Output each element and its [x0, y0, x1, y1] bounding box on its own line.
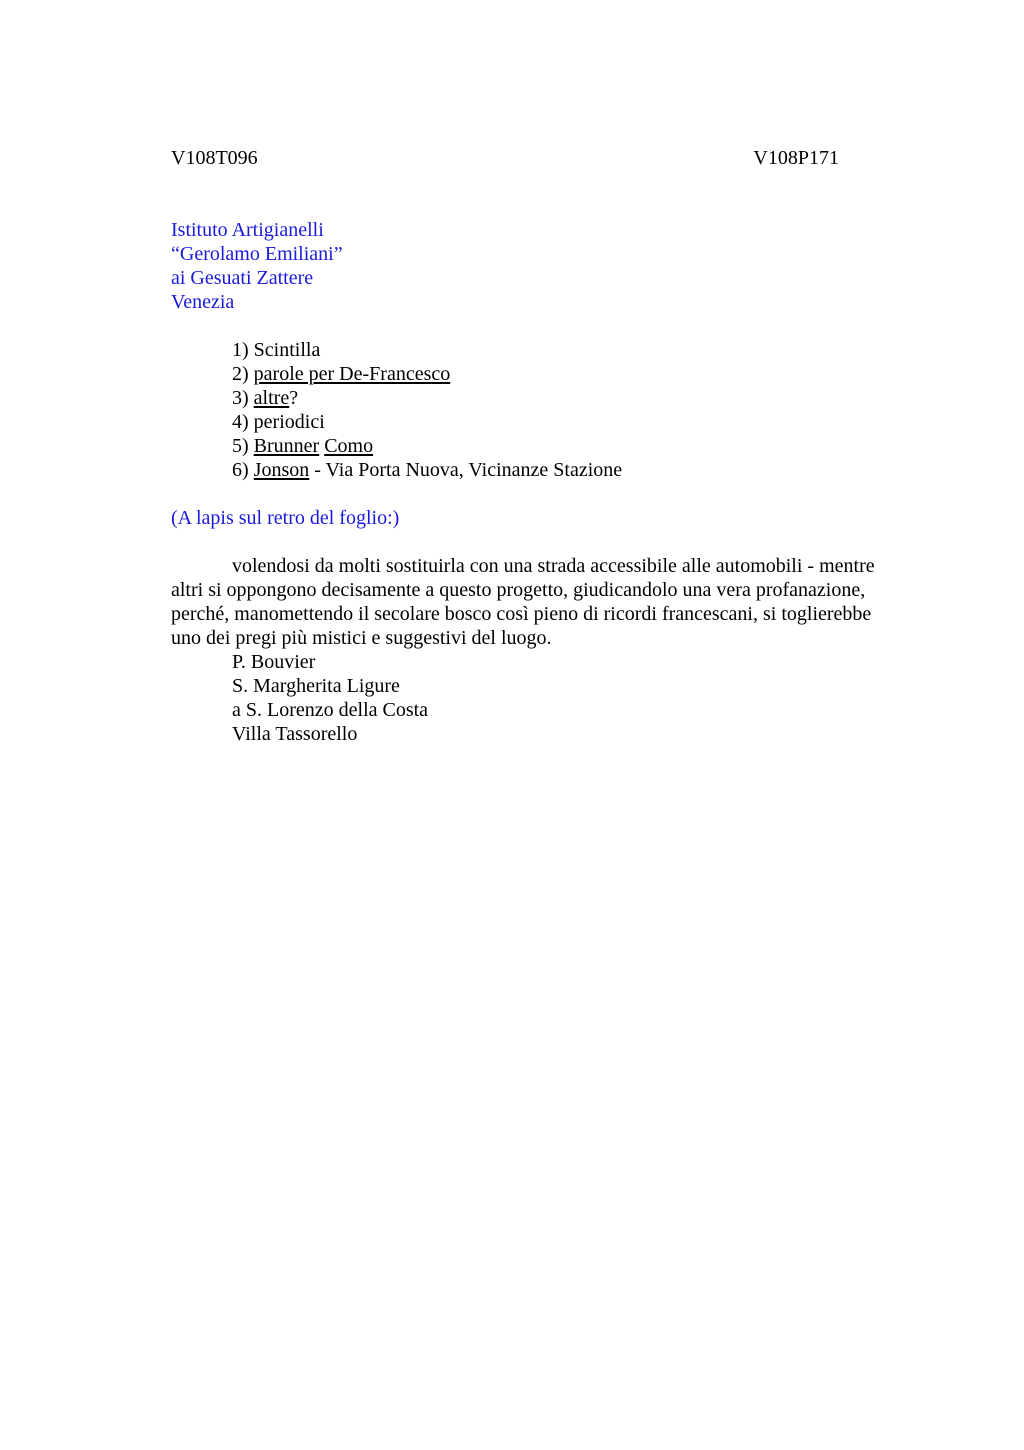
list-item-number: 3): [232, 387, 254, 409]
list-item-number: 2): [232, 363, 254, 385]
list-item: [232, 410, 899, 434]
address-line-2: “Gerolamo Emiliani”: [171, 243, 343, 265]
list-item: [232, 434, 899, 458]
list-item-underlined-text: Brunner: [253, 435, 320, 457]
signature-line-3: a S. Lorenzo della Costa: [232, 699, 429, 721]
signature-line-2: S. Margherita Ligure: [232, 675, 400, 697]
document-page: [171, 146, 899, 746]
list-item-text: - Via Porta Nuova, Vicinanze Stazione: [309, 459, 623, 481]
list-item-text: periodici: [253, 411, 325, 433]
left-code: V108T096: [171, 147, 258, 169]
list-item-underlined-text: parole per De-Francesco: [253, 363, 451, 385]
list-item-underlined-text: Jonson: [253, 459, 310, 481]
signature-block: [171, 650, 899, 746]
list-item: [232, 338, 899, 362]
signature-line-4: Villa Tassorello: [232, 723, 358, 745]
list-item-number: 5): [232, 435, 254, 457]
list-item-text: ?: [289, 387, 299, 409]
list-item-underlined-text: altre: [253, 387, 290, 409]
right-code: V108P171: [753, 147, 839, 169]
list-item: [232, 386, 899, 410]
list-item-number: 1): [232, 339, 254, 361]
signature-line-1: P. Bouvier: [232, 651, 316, 673]
document-header: [171, 146, 839, 170]
editorial-note: (A lapis sul retro del foglio:): [171, 507, 400, 529]
list-item-number: 4): [232, 411, 254, 433]
recipient-address: [171, 218, 899, 314]
address-line-3: ai Gesuati Zattere: [171, 267, 314, 289]
list-item-number: 6): [232, 459, 254, 481]
address-line-1: Istituto Artigianelli: [171, 219, 324, 241]
numbered-list: [171, 338, 899, 482]
list-item-underlined-text: Como: [324, 435, 374, 457]
body-paragraph: volendosi da molti sostituirla con una strada accessibile alle automobili - mentre altri si oppongono decisamente a questo progetto, giudicandolo una vera profanazione, perché, manomettendo il secolare bosco così pieno di ricordi francescani, si toglierebbe uno dei pregi più mistici e suggestivi del luogo.: [171, 555, 875, 649]
list-item-text: Scintilla: [253, 339, 321, 361]
list-item: [232, 458, 899, 482]
address-line-4: Venezia: [171, 291, 235, 313]
list-item: [232, 362, 899, 386]
